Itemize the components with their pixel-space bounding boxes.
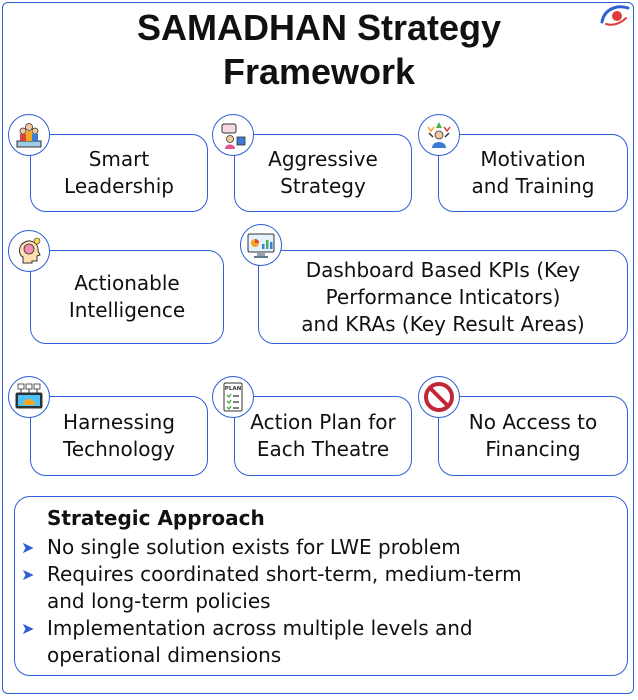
list-item-line: operational dimensions [47,643,282,667]
card-smart-leadership [30,134,208,212]
list-item [19,615,619,669]
strategic-approach-box [14,496,628,676]
card-line: and Training [471,174,595,198]
list-item-line: and long-term policies [47,589,271,613]
page-title [0,6,638,94]
card-line: Leadership [64,174,174,198]
arrow-bullet-icon: ➤ [21,619,35,638]
card-line: Harnessing [63,410,175,434]
leadership-icon [8,114,50,156]
technology-icon [8,376,50,418]
card-line: Dashboard Based KPIs (Key [305,257,581,282]
motivation-icon [418,114,460,156]
card-line: Actionable [74,271,180,295]
card-line: Action Plan for [250,410,396,434]
card-line: Aggressive [268,147,378,171]
list-item [19,561,619,615]
arrow-bullet-icon: ➤ [21,565,35,584]
list-item-line: No single solution exists for LWE problem [47,535,461,559]
dashboard-icon [240,224,282,266]
card-no-access-financing [438,396,628,476]
card-line: Financing [485,437,581,461]
card-aggressive-strategy [234,134,412,212]
card-line: Technology [62,437,176,461]
card-line: Strategy [280,174,366,198]
prohibited-icon [418,376,460,418]
plan-icon [212,376,254,418]
list-item-line: Implementation across multiple levels and [47,616,473,640]
strategy-icon [212,114,254,156]
card-line: Performance Inticators) [325,284,561,309]
card-line: Each Theatre [256,437,390,461]
arrow-bullet-icon: ➤ [21,538,35,557]
card-line: No Access to [468,410,598,434]
card-line: Smart [88,147,150,171]
card-line: and KRAs (Key Result Areas) [301,311,585,336]
card-line: Motivation [480,147,586,171]
plan-icon-text: PLAN [224,386,242,392]
list-item [19,534,619,561]
card-actionable-intelligence [30,250,224,344]
brain-icon [8,230,50,272]
card-dashboard-kpis [258,250,628,344]
card-line: Intelligence [68,298,186,322]
approach-list [19,534,619,669]
strategic-approach-heading: Strategic Approach [47,506,265,530]
title-line-2: Framework [222,51,416,92]
card-motivation-training [438,134,628,212]
card-action-plan [234,396,412,476]
list-item-line: Requires coordinated short-term, medium-term [47,562,522,586]
card-harnessing-technology [30,396,208,476]
title-line-1: SAMADHAN Strategy [136,7,502,48]
logo-icon [598,2,632,28]
